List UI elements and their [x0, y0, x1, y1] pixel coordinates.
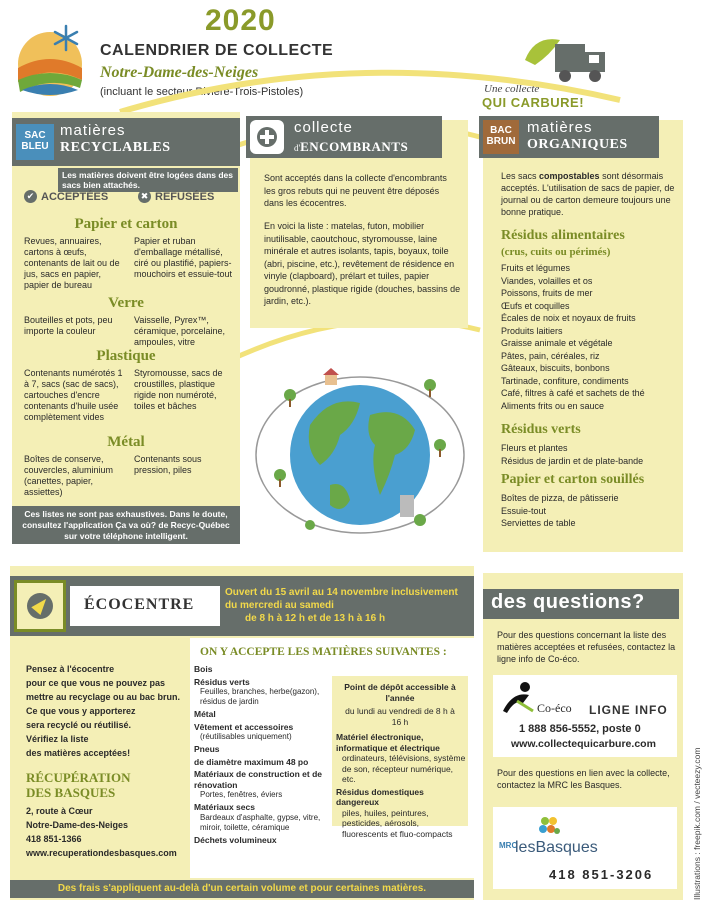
list-item: Boîtes de pizza, de pâtisserie — [501, 493, 619, 503]
list-item: Œufs et coquilles — [501, 300, 570, 311]
intro-line: pour ce que vous ne pouvez pas — [26, 678, 166, 688]
accepts-item-title: Matériaux de construction et de rénovation — [194, 769, 322, 790]
accepts-item-title: Matériaux secs — [194, 802, 255, 812]
hours-line: du mercredi au samedi — [225, 600, 334, 611]
encombrants-title-2-wrap — [294, 138, 408, 156]
depot-hours: du lundi au vendredi de 8 h à 16 h — [345, 706, 455, 727]
encombrants-title-prefix: d' — [294, 143, 301, 153]
recyclables-title-1: matières — [60, 122, 126, 139]
organiques-panel — [483, 120, 683, 552]
intro-line: des matières acceptées! — [26, 748, 131, 758]
encombrants-list: En voici la liste : matelas, futon, mobilier inutilisable, caoutchouc, styromousse, laine minérale et autres isolants, tapis, boyaux, toile (abri, piscine, etc.), revêtement de résidence en vinyle (clapboard), prélart et tuiles, papier goudronné, plastique rigide (douches, bassins de jardin, etc.). — [264, 221, 461, 306]
mrc-logo-icon — [535, 813, 563, 841]
intro-line: Vérifiez la liste — [26, 734, 89, 744]
list-item: Pâtes, pain, céréales, riz — [501, 350, 600, 361]
accepted-text: Contenants numérotés 1 à 7, sacs (sac de sacs), cartouches d'encre contenants d'huile usée complètement vides — [24, 368, 123, 422]
ecocentre-footer: Des frais s'appliquent au-delà d'un certain volume et pour certaines matières. — [10, 880, 474, 898]
green-waste-list — [501, 442, 681, 467]
refused-text: Contenants sous pression, piles — [134, 454, 202, 475]
recyclables-note: Les matières doivent être logées dans des sacs bien attachés. — [58, 168, 238, 192]
accepts-item-title: de diamètre maximum 48 po — [194, 756, 309, 767]
ecocentre-title: ÉCOCENTRE — [84, 596, 195, 613]
section-title: Plastique — [96, 348, 156, 364]
coeco-phone: 1 888 856-5552, poste 0 — [519, 723, 641, 735]
refused-label: REFUSÉES — [155, 190, 215, 203]
mrc-small: MRC — [499, 841, 518, 850]
coeco-line-label: LIGNE INFO — [589, 703, 668, 717]
mrc-name: lesBasques — [515, 839, 598, 856]
accepts-item-title: Pneus — [194, 744, 220, 754]
organiques-title-1: matières — [527, 119, 593, 136]
plus-icon — [250, 120, 284, 154]
calendar-year: 2020 — [205, 4, 276, 37]
accepted-text: Bouteilles et pots, peu importe la couleur — [24, 315, 113, 336]
section-title: Verre — [108, 295, 144, 311]
depot-item-detail: piles, huiles, peintures, pesticides, aérosols, fluorescents et fluo-compacts — [342, 807, 453, 839]
ecocentre-header — [10, 576, 474, 636]
depot-title: Point de dépôt accessible à l'année — [344, 682, 456, 703]
depot-item-title: Résidus domestiques dangereux — [336, 786, 424, 807]
accepts-item — [194, 757, 324, 768]
accepts-item — [194, 722, 324, 743]
encombrants-title-1: collecte — [294, 119, 353, 136]
accepts-item — [194, 769, 324, 800]
list-item: Viandes, volailles et os — [501, 275, 593, 286]
accepts-item — [194, 835, 324, 846]
list-item: Essuie-tout — [501, 505, 547, 516]
list-item: Serviettes de table — [501, 518, 576, 528]
list-item: Fruits et légumes — [501, 263, 571, 273]
recup-title — [26, 770, 131, 800]
list-item: Poissons, fruits de mer — [501, 288, 593, 298]
section-title: Résidus alimentaires — [501, 228, 625, 243]
cross-icon: ✖ — [138, 190, 151, 203]
tagline-top: Une collecte — [484, 83, 540, 95]
accepted-label: ACCEPTÉES — [41, 190, 109, 203]
recup-line: DES BASQUES — [26, 785, 116, 800]
organiques-intro — [501, 170, 679, 218]
refused-text: Styromousse, sacs de croustilles, plastique rigide non numéroté, toiles et bâches — [134, 368, 223, 411]
depot-item-detail: ordinateurs, télévisions, système de son, récepteur numérique, etc. — [342, 753, 466, 784]
accepts-item — [194, 677, 324, 708]
check-icon: ✔ — [24, 190, 37, 203]
list-item: Aliments frits ou en sauce — [501, 400, 605, 411]
encombrants-intro: Sont acceptés dans la collecte d'encombrants les gros rebuts qui ne peuvent être déposés dans les écocentres. — [264, 173, 447, 208]
truck-icon — [515, 30, 615, 90]
ecocentre-hours — [225, 586, 470, 625]
list-item: Écales de noix et noyaux de fruits — [501, 313, 636, 323]
accepts-item — [194, 802, 324, 833]
recyclables-panel — [12, 112, 240, 544]
municipality-logo — [10, 20, 90, 100]
intro-highlight: compostables — [539, 171, 600, 181]
section-title: Résidus verts — [501, 422, 581, 437]
accepts-box — [190, 638, 474, 878]
hours-line: Ouvert du 15 avril au 14 novembre inclusivement — [225, 587, 458, 598]
accepts-item-detail: (réutilisables uniquement) — [200, 732, 292, 741]
accepted-text: Boîtes de conserve, couvercles, aluminium (canettes, papier, assiettes) — [24, 454, 114, 497]
globe-illustration — [250, 355, 470, 555]
accepts-item-title: Métal — [194, 709, 216, 719]
accepts-item-detail: Bardeaux d'asphalte, gypse, vitre, miroir, toilette, céramique — [200, 812, 321, 832]
hours-line: de 8 h à 12 h et de 13 h à 16 h — [245, 613, 386, 624]
depot-item-title: Matériel électronique, informatique et électrique — [336, 732, 440, 753]
town-subtitle: (incluant le secteur Rivière-Trois-Pistoles) — [100, 86, 304, 98]
mrc-phone: 418 851-3206 — [549, 867, 654, 882]
list-item: Produits laitiers — [501, 325, 563, 336]
questions-panel — [483, 573, 683, 900]
recup-line: RÉCUPÉRATION — [26, 770, 131, 785]
encombrants-header — [246, 116, 442, 158]
recup-contact — [26, 804, 177, 860]
address-line: Notre-Dame-des-Neiges — [26, 820, 129, 830]
accepts-item-title: Vêtement et accessoires — [194, 721, 294, 732]
accepts-item — [194, 664, 324, 675]
intro-part: sont désormais acceptés. L'utilisation de sacs de papier, de journal ou de carton demeure toujours une bonne pratique. — [501, 171, 675, 217]
questions-text-2: Pour des questions en lien avec la collecte, contactez la MRC les Basques. — [497, 768, 670, 790]
accepted-text: Revues, annuaires, cartons à œufs, contenants de lait ou de jus, sacs en papier, papier de bureau — [24, 236, 120, 290]
ecocentre-intro — [26, 662, 186, 760]
accepts-item-title: Bois — [194, 664, 213, 674]
list-item: Fleurs et plantes — [501, 443, 568, 453]
calendar-title: CALENDRIER DE COLLECTE — [100, 42, 334, 59]
address-line: 2, route à Cœur — [26, 806, 93, 816]
coeco-logo-icon — [499, 681, 539, 717]
mrc-box — [493, 807, 677, 889]
intro-line: Pensez à l'écocentre — [26, 664, 115, 674]
food-waste-list — [501, 262, 681, 412]
list-item: Résidus de jardin et de plate-bande — [501, 455, 644, 466]
section-title: Papier et carton souillés — [501, 472, 645, 487]
accepts-list — [194, 664, 324, 847]
ecocentre-section — [10, 566, 474, 900]
organiques-header — [479, 116, 659, 158]
organiques-title-2: ORGANIQUES — [527, 137, 628, 152]
accepted-header — [24, 190, 108, 203]
list-item: Graisse animale et végétale — [501, 338, 613, 348]
accepts-item-detail: Feuilles, branches, herbe(gazon), résidus de jardin — [200, 687, 320, 706]
refused-header — [138, 190, 214, 203]
coeco-brand: Co-éco — [537, 701, 572, 715]
soiled-paper-list — [501, 492, 681, 530]
recyclables-footer: Ces listes ne sont pas exhaustives. Dans le doute, consultez l'application Ça va où? de Recyc-Québec sur votre téléphone intelligent. — [12, 506, 240, 544]
depot-box — [332, 676, 468, 839]
intro-line: sera recyclé ou réutilisé. — [26, 720, 132, 730]
coeco-box — [493, 675, 677, 757]
questions-text-1: Pour des questions concernant la liste des matières acceptées et refusées, contactez la ligne info de Co-éco. — [497, 630, 676, 664]
section-subtitle: (crus, cuits ou périmés) — [501, 246, 611, 258]
tagline-bottom: QUI CARBURE! — [482, 95, 585, 110]
list-item: Gâteaux, biscuits, bonbons — [501, 363, 610, 373]
recyclables-header — [12, 118, 240, 166]
blue-bag-badge: SAC BLEU — [16, 124, 54, 160]
encombrants-panel — [250, 120, 468, 328]
depot-items — [336, 732, 466, 839]
accepts-item-title: Déchets volumineux — [194, 834, 277, 845]
recup-phone: 418 851-1366 — [26, 834, 82, 844]
section-title: Métal — [107, 434, 145, 450]
accepts-item-detail: Portes, fenêtres, éviers — [200, 790, 283, 799]
list-item: Tartinade, confiture, condiments — [501, 375, 629, 386]
accepts-title: ON Y ACCEPTE LES MATIÈRES SUIVANTES : — [200, 646, 447, 658]
recup-website[interactable]: www.recuperationdesbasques.com — [26, 848, 177, 858]
ecocentre-left — [16, 644, 188, 878]
refused-text: Vaisselle, Pyrex™, céramique, porcelaine, ampoules, vitre — [134, 315, 226, 347]
brown-bin-badge: BAC BRUN — [483, 120, 519, 154]
intro-part: Les sacs — [501, 171, 537, 181]
questions-title: des questions? — [491, 591, 645, 613]
coeco-website[interactable]: www.collectequicarbure.com — [511, 738, 656, 750]
accepts-item — [194, 744, 324, 755]
refused-text: Papier et ruban d'emballage métallisé, ciré ou plastifié, papiers-mouchoirs et essuie-tout — [134, 236, 233, 279]
encombrants-title-2: ENCOMBRANTS — [300, 139, 409, 154]
accepts-item-title: Résidus verts — [194, 676, 250, 687]
illustration-credits: Illustrations : freepik.com / vecteezy.com — [692, 747, 702, 900]
list-item: Café, filtres à café et sachets de thé — [501, 388, 645, 398]
ecocentre-icon — [14, 580, 66, 632]
accepts-item — [194, 709, 324, 720]
recyclables-title-2: RECYCLABLES — [60, 140, 171, 155]
town-name: Notre-Dame-des-Neiges — [100, 64, 259, 81]
intro-line: Ce que vous y apporterez — [26, 706, 136, 716]
section-title: Papier et carton — [74, 216, 178, 232]
intro-line: mettre au recyclage ou au bac brun. — [26, 692, 181, 702]
